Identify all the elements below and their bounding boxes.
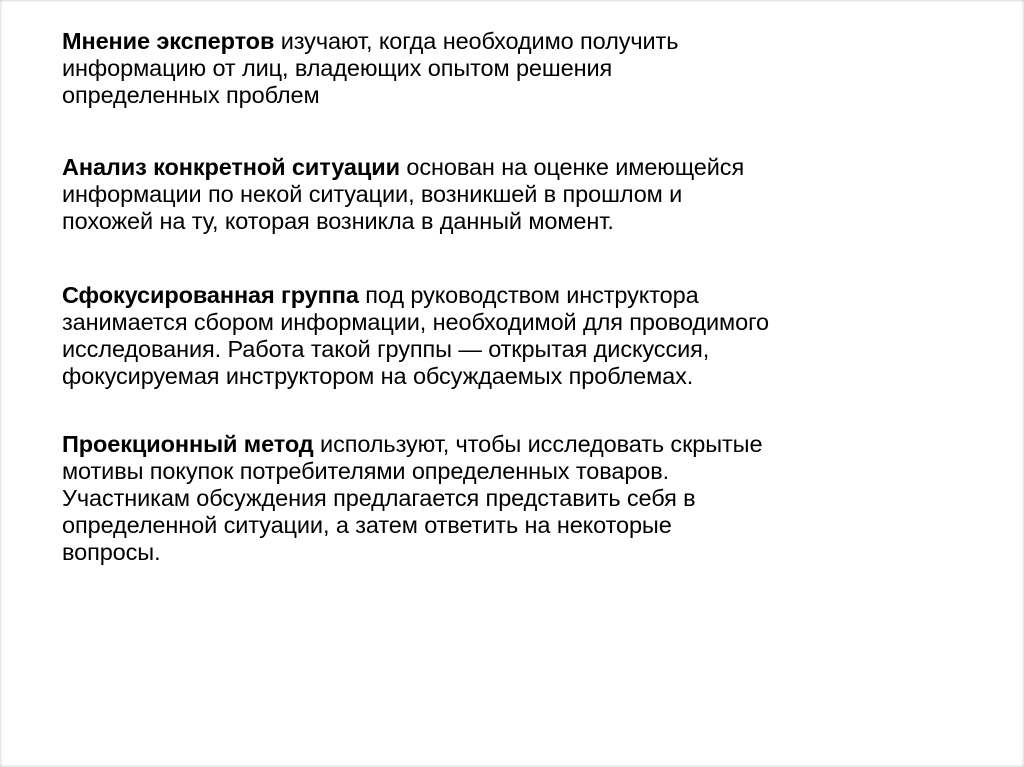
paragraph-line: информации по некой ситуации, возникшей в прошлом и	[62, 181, 683, 207]
term-expert-opinion: Мнение экспертов	[62, 28, 275, 54]
term-projective-method: Проекционный метод	[62, 431, 314, 457]
paragraph-text: используют, чтобы исследовать скрытые	[313, 431, 763, 457]
paragraph-line: мотивы покупок потребителями определенных товаров.	[62, 458, 670, 484]
paragraph-projective-method	[62, 431, 987, 566]
paragraph-line: занимается сбором информации, необходимой для проводимого	[62, 309, 770, 335]
paragraph-case-analysis	[62, 154, 987, 235]
paragraph-text: под руководством инструктора	[358, 282, 699, 308]
paragraph-line: Участникам обсуждения предлагается представить себя в	[62, 485, 696, 511]
paragraph-line: информацию от лиц, владеющих опытом решения	[62, 55, 613, 81]
paragraph-text: основан на оценке имеющейся	[399, 154, 745, 180]
paragraph-line	[62, 28, 987, 55]
term-case-analysis: Анализ конкретной ситуации	[62, 154, 400, 180]
paragraph-line: фокусируемая инструктором на обсуждаемых проблемах.	[62, 363, 694, 389]
paragraph-expert-opinion	[62, 28, 987, 109]
paragraph-line: определенных проблем	[62, 82, 320, 108]
paragraph-line	[62, 154, 987, 181]
paragraph-line: похожей на ту, которая возникла в данный момент.	[62, 208, 614, 234]
paragraph-line	[62, 282, 987, 309]
paragraph-line: определенной ситуации, а затем ответить на некоторые	[62, 512, 672, 538]
slide-body	[62, 28, 987, 611]
paragraph-line: вопросы.	[62, 539, 161, 565]
paragraph-text: изучают, когда необходимо получить	[274, 28, 679, 54]
paragraph-line: исследования. Работа такой группы — открытая дискуссия,	[62, 336, 710, 362]
paragraph-line	[62, 431, 987, 458]
paragraph-focus-group	[62, 282, 987, 390]
term-focus-group: Сфокусированная группа	[62, 282, 359, 308]
